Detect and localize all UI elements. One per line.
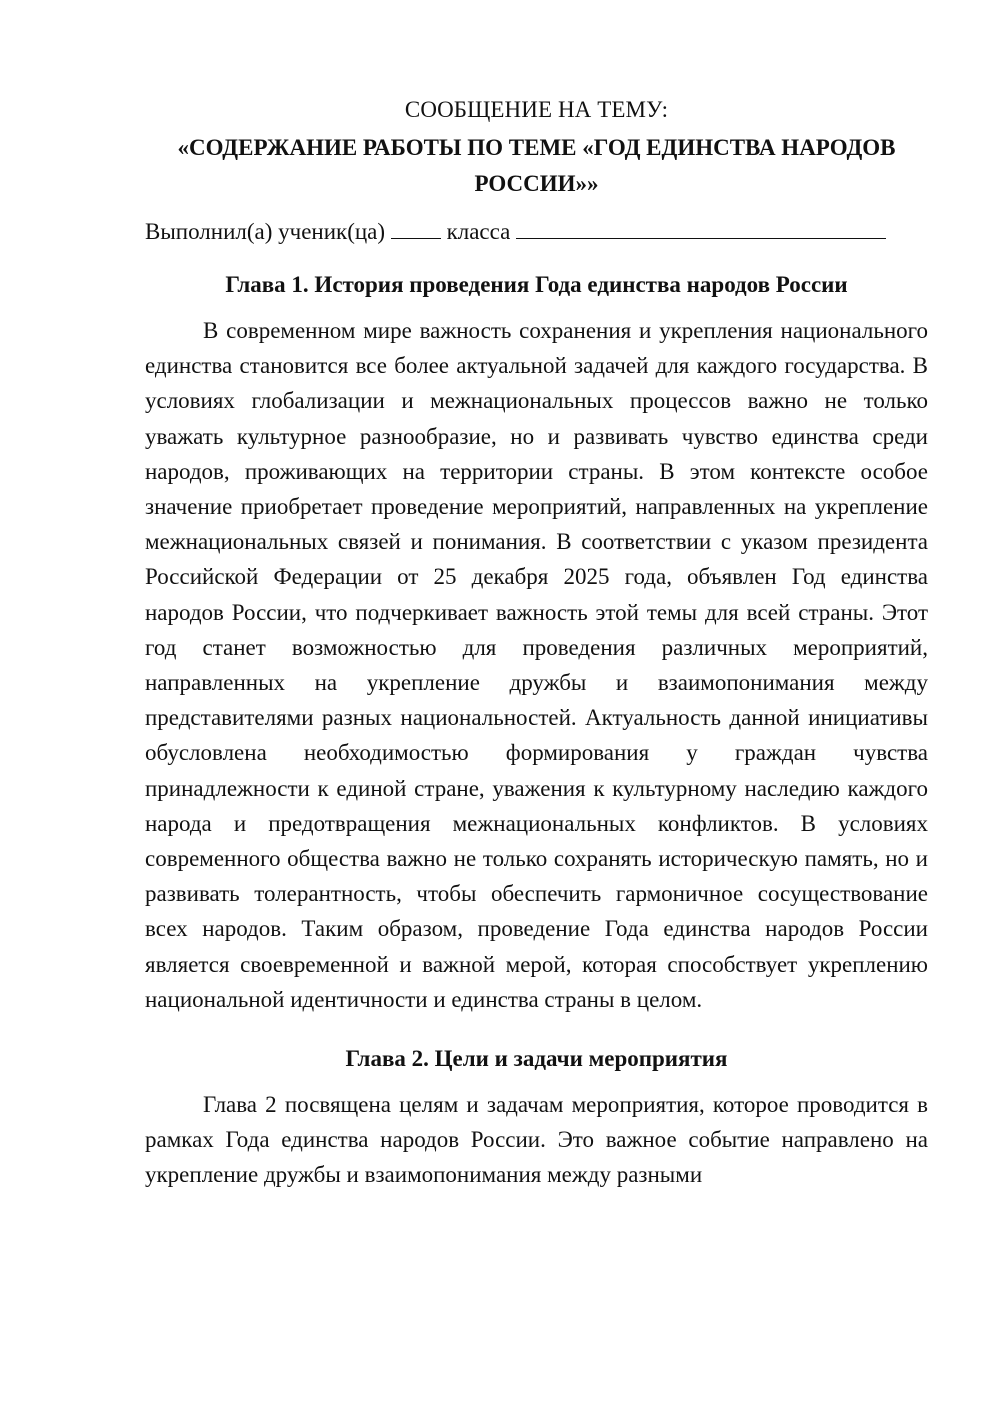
author-line bbox=[145, 214, 928, 250]
name-blank bbox=[516, 218, 886, 239]
grade-blank bbox=[391, 218, 441, 239]
chapter-2-title: Глава 2. Цели и задачи мероприятия bbox=[345, 1046, 728, 1072]
chapter-1-title: Глава 1. История проведения Года единства народов России bbox=[225, 272, 848, 297]
class-label: класса bbox=[446, 219, 511, 244]
topic-line: СООБЩЕНИЕ НА ТЕМУ: bbox=[404, 97, 669, 122]
chapter-2-text: Глава 2 посвящена целям и задачам мероприятия, которое проводится в рамках Года единства народов России. Это важное событие направлено на укрепление дружбы и взаимопонимания между разными bbox=[145, 1092, 928, 1188]
author-prefix: Выполнил(а) ученик(ца) bbox=[145, 219, 386, 244]
document-title: «СОДЕРЖАНИЕ РАБОТЫ ПО ТЕМЕ «ГОД ЕДИНСТВА НАРОДОВ РОССИИ»» bbox=[177, 135, 896, 196]
chapter-1-text: В современном мире важность сохранения и укрепления национального единства становится все более актуальной задачей для каждого государства. В условиях глобализации и межнациональных процессов важно не только уважать культурное разнообразие, но и развивать чувство единства среди народов, проживающих на территории страны. В этом контексте особое значение приобретает проведение мероприятий, направленных на укрепление межнациональных связей и понимания. В соответствии с указом президента Российской Федерации от 25 декабря 2025 года, объявлен Год единства народов России, что подчеркивает важность этой темы для всей страны. Этот год станет возможностью для проведения различных мероприятий, направленных на укрепление дружбы и взаимопонимания между представителями разных национальностей. Актуальность данной инициативы обусловлена необходимостью формирования у граждан чувства принадлежности к единой стране, уважения к культурному наследию каждого народа и предотвращения межнациональных конфликтов. В условиях современного общества важно не только сохранять историческую память, но и развивать толерантность, чтобы обеспечить гармоничное сосуществование всех народов. Таким образом, проведение Года единства народов России является своевременной и важной мерой, которая способствует укреплению национальной идентичности и единства страны в целом. bbox=[145, 318, 928, 1012]
